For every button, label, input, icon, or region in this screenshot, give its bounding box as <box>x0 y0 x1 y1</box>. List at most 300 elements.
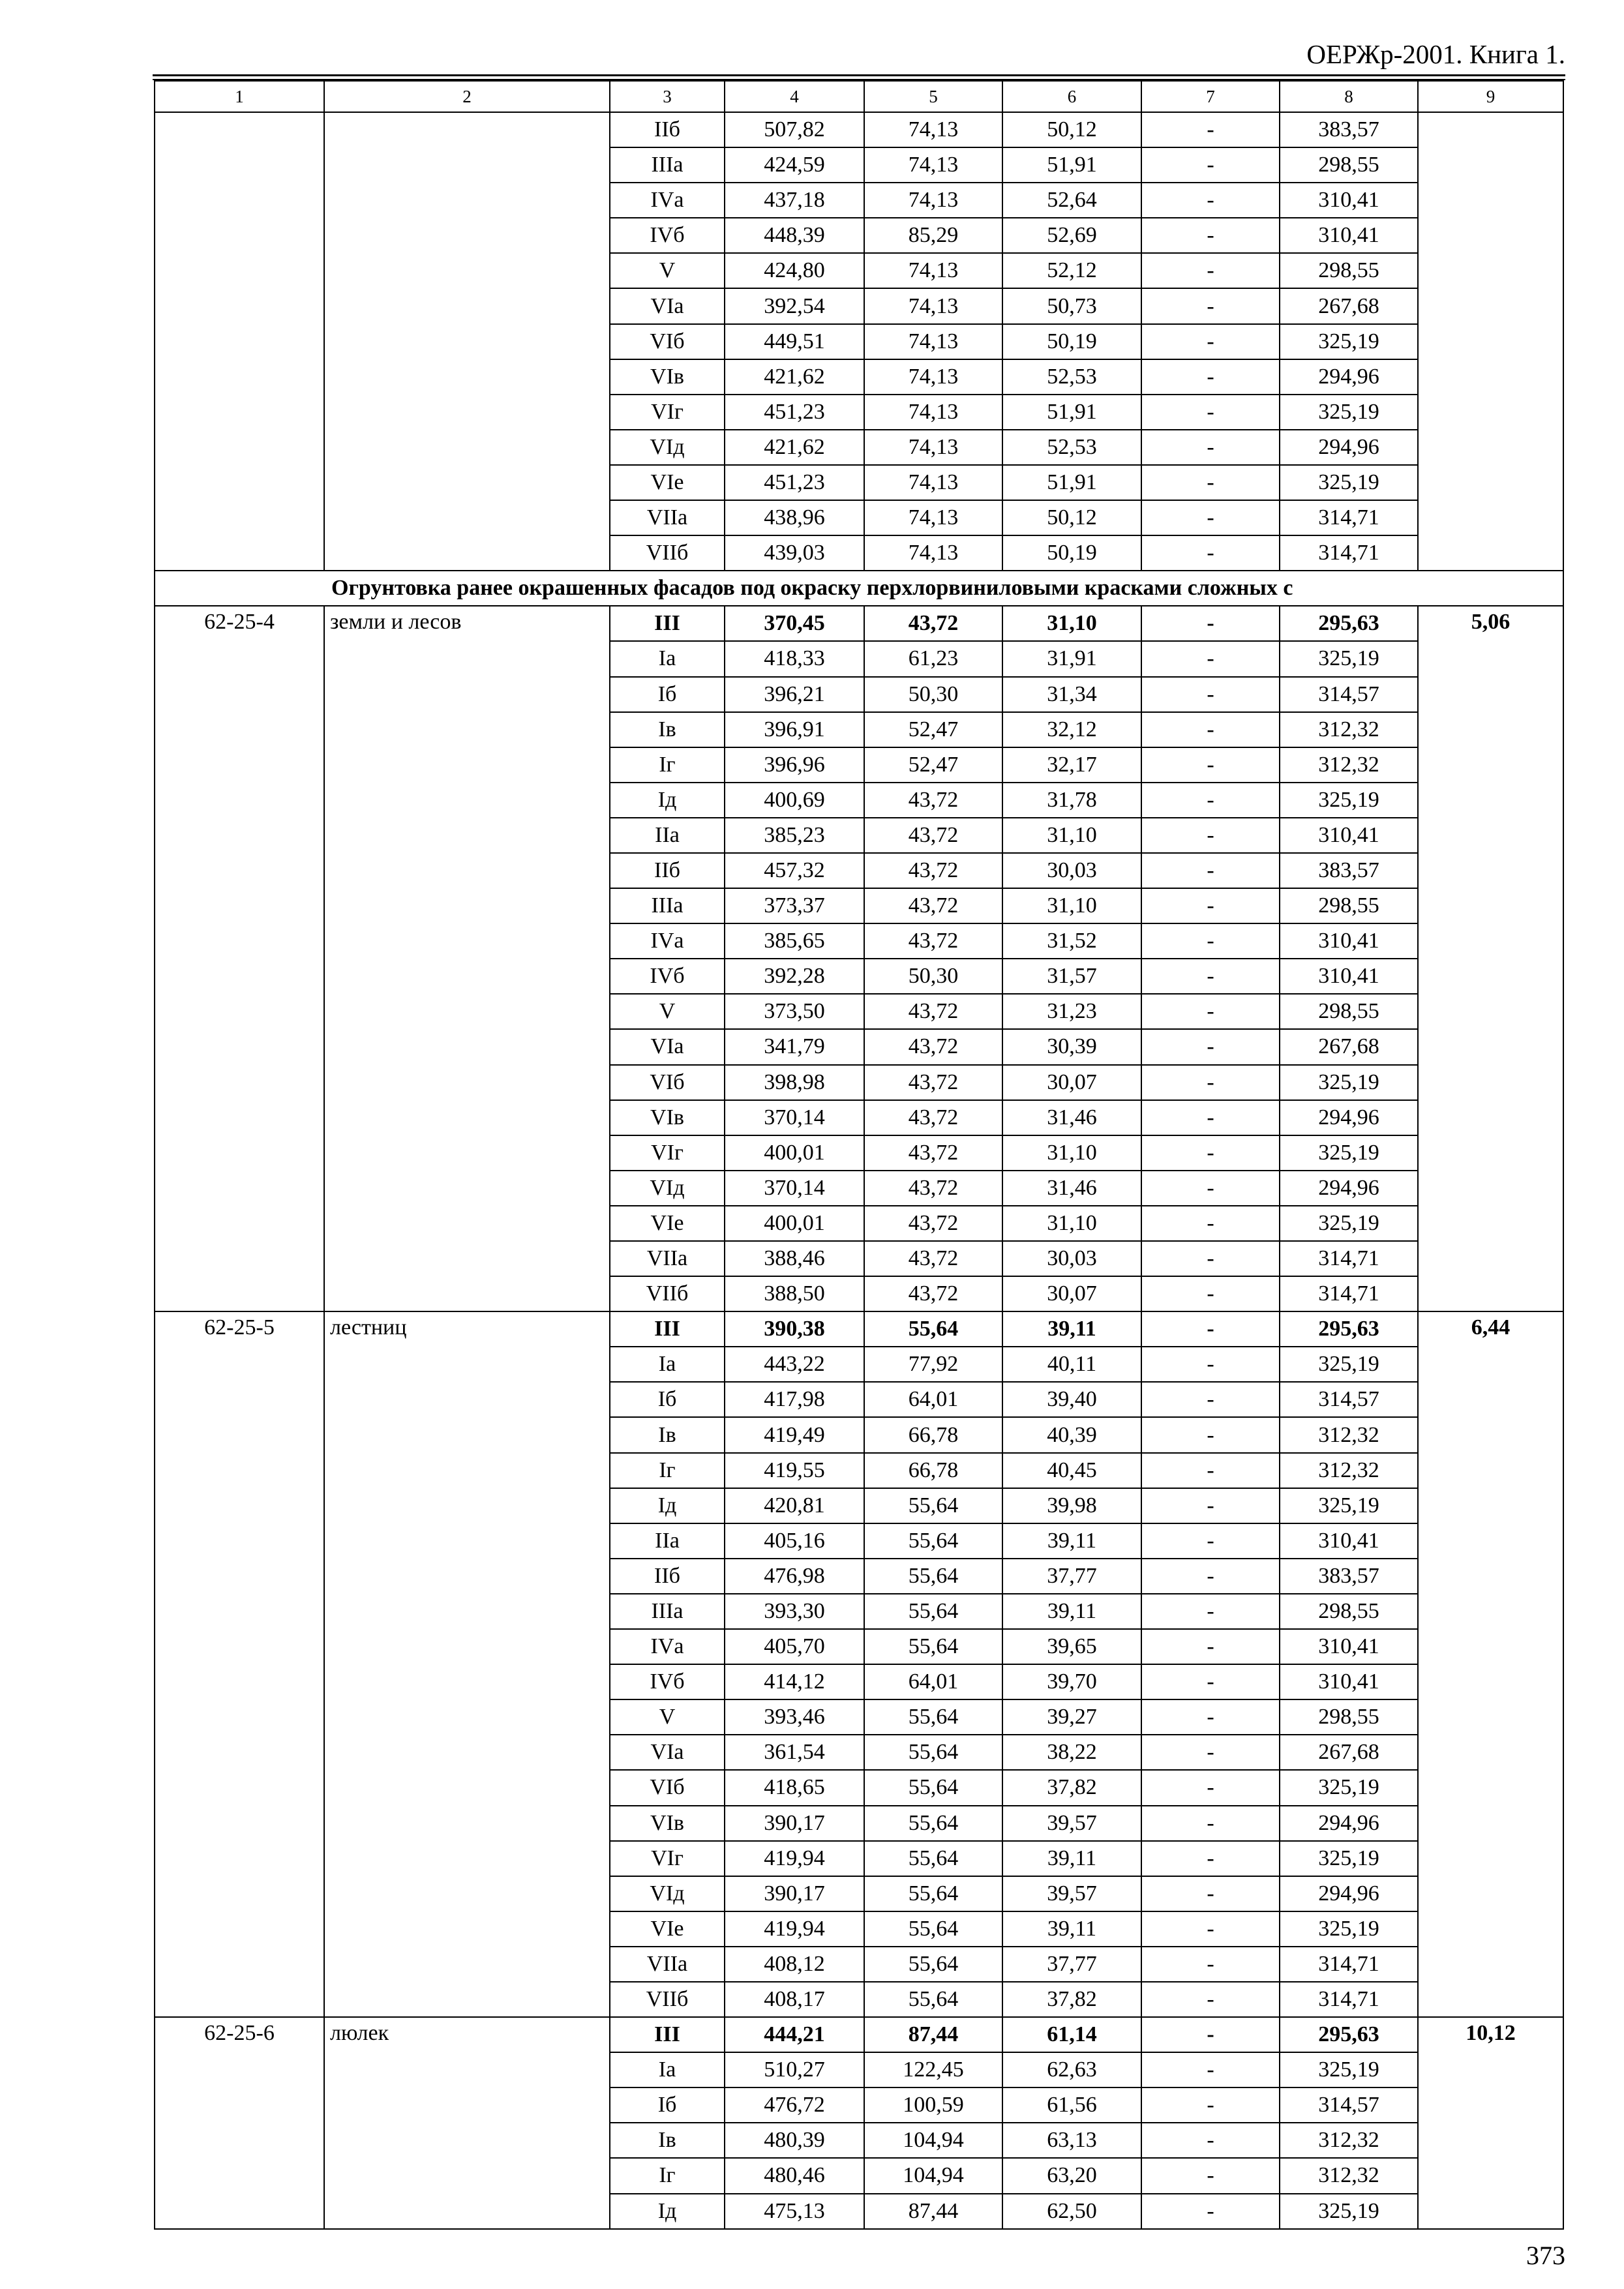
cell-col6: 31,10 <box>1002 1135 1141 1171</box>
cell-col5: 55,64 <box>864 1523 1002 1559</box>
cell-col4: 510,27 <box>725 2052 864 2087</box>
region-code-cell: VIа <box>610 288 725 323</box>
cell-col8: 294,96 <box>1280 359 1418 395</box>
cell-col7: - <box>1141 2087 1280 2123</box>
region-code-cell: VIIб <box>610 1276 725 1311</box>
cell-col8: 298,55 <box>1280 1594 1418 1629</box>
cell-col8: 312,32 <box>1280 1417 1418 1452</box>
cell-col6: 39,11 <box>1002 1594 1141 1629</box>
region-code-cell: VIIб <box>610 1982 725 2017</box>
cell-col7: - <box>1141 147 1280 183</box>
cell-col6: 50,12 <box>1002 500 1141 535</box>
item-code: 62-25-6 <box>155 2017 324 2229</box>
cell-col6: 39,70 <box>1002 1664 1141 1699</box>
cell-col6: 52,69 <box>1002 218 1141 253</box>
cell-col8: 310,41 <box>1280 218 1418 253</box>
cell-col8: 325,19 <box>1280 783 1418 818</box>
cell-col6: 52,53 <box>1002 359 1141 395</box>
cell-col5: 74,13 <box>864 500 1002 535</box>
cell-col4: 392,54 <box>725 288 864 323</box>
cell-col4: 385,65 <box>725 923 864 959</box>
region-code-cell: VIг <box>610 1135 725 1171</box>
cell-col4: 373,50 <box>725 994 864 1029</box>
cell-col5: 55,64 <box>864 1311 1002 1347</box>
cell-col5: 55,64 <box>864 1806 1002 1841</box>
cell-col6: 63,13 <box>1002 2123 1141 2158</box>
cell-col4: 476,98 <box>725 1559 864 1594</box>
item-name: лестниц <box>324 1311 610 2017</box>
cell-col6: 30,07 <box>1002 1065 1141 1100</box>
cell-col8: 325,19 <box>1280 1347 1418 1382</box>
cell-col7: - <box>1141 1100 1280 1135</box>
item-header-row <box>155 1311 1563 1347</box>
cell-col4: 396,96 <box>725 747 864 783</box>
region-code-cell: VIа <box>610 1029 725 1064</box>
cell-col8: 294,96 <box>1280 1806 1418 1841</box>
cell-col4: 418,33 <box>725 641 864 676</box>
cell-col4: 361,54 <box>725 1735 864 1770</box>
cell-col4: 443,22 <box>725 1347 864 1382</box>
region-code-cell: VIе <box>610 1206 725 1241</box>
cell-col8: 310,41 <box>1280 1664 1418 1699</box>
cell-col8: 312,32 <box>1280 1453 1418 1488</box>
cell-col8: 325,19 <box>1280 641 1418 676</box>
name-cell-empty <box>324 112 610 571</box>
cell-col5: 55,64 <box>864 1911 1002 1947</box>
cell-col5: 43,72 <box>864 994 1002 1029</box>
region-code-cell: IVа <box>610 923 725 959</box>
cell-col6: 32,12 <box>1002 712 1141 747</box>
item-col9-value: 10,12 <box>1418 2017 1563 2229</box>
cell-col8: 314,57 <box>1280 677 1418 712</box>
cell-col7: - <box>1141 783 1280 818</box>
cell-col6: 38,22 <box>1002 1735 1141 1770</box>
region-code-cell: IIб <box>610 1559 725 1594</box>
cell-col5: 43,72 <box>864 818 1002 853</box>
cell-col6: 31,91 <box>1002 641 1141 676</box>
cell-col4: 393,30 <box>725 1594 864 1629</box>
column-number: 4 <box>725 81 864 112</box>
cell-col6: 31,34 <box>1002 677 1141 712</box>
region-code-cell: VIб <box>610 1065 725 1100</box>
section-title-row <box>155 571 1563 606</box>
cell-col8: 325,19 <box>1280 1065 1418 1100</box>
cell-col5: 55,64 <box>864 1735 1002 1770</box>
cell-col5: 43,72 <box>864 1065 1002 1100</box>
cell-col6: 39,27 <box>1002 1699 1141 1735</box>
cell-col5: 43,72 <box>864 606 1002 641</box>
cell-col5: 66,78 <box>864 1453 1002 1488</box>
cell-col6: 37,77 <box>1002 1947 1141 1982</box>
region-code-cell: IIа <box>610 1523 725 1559</box>
cell-col7: - <box>1141 1735 1280 1770</box>
cell-col4: 507,82 <box>725 112 864 147</box>
cell-col7: - <box>1141 712 1280 747</box>
cell-col8: 325,19 <box>1280 1911 1418 1947</box>
cell-col5: 66,78 <box>864 1417 1002 1452</box>
region-code-cell: VIв <box>610 359 725 395</box>
cell-col6: 51,91 <box>1002 147 1141 183</box>
cell-col8: 312,32 <box>1280 2123 1418 2158</box>
cell-col6: 37,82 <box>1002 1770 1141 1805</box>
cell-col4: 444,21 <box>725 2017 864 2052</box>
region-code-cell: IVа <box>610 183 725 218</box>
cell-col7: - <box>1141 183 1280 218</box>
cell-col8: 310,41 <box>1280 818 1418 853</box>
item-name: земли и лесов <box>324 606 610 1311</box>
cell-col5: 74,13 <box>864 359 1002 395</box>
cell-col5: 74,13 <box>864 395 1002 430</box>
region-code-cell: Iа <box>610 641 725 676</box>
region-code-cell: IVб <box>610 1664 725 1699</box>
region-code-cell: Iд <box>610 2194 725 2229</box>
cell-col6: 39,65 <box>1002 1629 1141 1664</box>
column-number: 9 <box>1418 81 1563 112</box>
cell-col5: 85,29 <box>864 218 1002 253</box>
cell-col4: 408,12 <box>725 1947 864 1982</box>
cell-col8: 298,55 <box>1280 147 1418 183</box>
cell-col6: 31,52 <box>1002 923 1141 959</box>
cell-col8: 267,68 <box>1280 1029 1418 1064</box>
cell-col7: - <box>1141 1171 1280 1206</box>
region-code-cell: VIIа <box>610 1241 725 1276</box>
running-header: ОЕРЖр-2001. Книга 1. <box>1306 39 1565 69</box>
cell-col5: 74,13 <box>864 183 1002 218</box>
cell-col5: 43,72 <box>864 1100 1002 1135</box>
table-body <box>155 81 1563 2229</box>
cell-col6: 39,11 <box>1002 1311 1141 1347</box>
column-number: 2 <box>324 81 610 112</box>
cell-col7: - <box>1141 1453 1280 1488</box>
cell-col7: - <box>1141 500 1280 535</box>
cell-col5: 55,64 <box>864 1699 1002 1735</box>
region-code-cell: VIб <box>610 1770 725 1805</box>
region-code-cell: IIб <box>610 853 725 888</box>
cell-col8: 314,71 <box>1280 1982 1418 2017</box>
cell-col7: - <box>1141 606 1280 641</box>
code-cell-empty <box>155 112 324 571</box>
cell-col8: 383,57 <box>1280 112 1418 147</box>
region-code-cell: Iв <box>610 2123 725 2158</box>
cell-col4: 448,39 <box>725 218 864 253</box>
cell-col8: 325,19 <box>1280 2194 1418 2229</box>
cell-col5: 55,64 <box>864 1559 1002 1594</box>
cell-col5: 43,72 <box>864 783 1002 818</box>
cell-col4: 420,81 <box>725 1488 864 1523</box>
cell-col6: 31,57 <box>1002 959 1141 994</box>
cell-col8: 267,68 <box>1280 1735 1418 1770</box>
cell-col6: 37,82 <box>1002 1982 1141 2017</box>
cell-col7: - <box>1141 2017 1280 2052</box>
cell-col4: 388,46 <box>725 1241 864 1276</box>
cell-col6: 50,19 <box>1002 324 1141 359</box>
region-code-cell: VIд <box>610 1876 725 1911</box>
cell-col6: 52,64 <box>1002 183 1141 218</box>
cell-col7: - <box>1141 1382 1280 1417</box>
cell-col7: - <box>1141 1594 1280 1629</box>
cell-col8: 294,96 <box>1280 1876 1418 1911</box>
cell-col4: 476,72 <box>725 2087 864 2123</box>
cell-col6: 31,78 <box>1002 783 1141 818</box>
cell-col4: 341,79 <box>725 1029 864 1064</box>
cell-col7: - <box>1141 1029 1280 1064</box>
region-code-cell: V <box>610 994 725 1029</box>
item-header-row <box>155 2017 1563 2052</box>
cell-col4: 405,70 <box>725 1629 864 1664</box>
cell-col7: - <box>1141 1911 1280 1947</box>
region-code-cell: III <box>610 2017 725 2052</box>
cell-col8: 325,19 <box>1280 324 1418 359</box>
cell-col7: - <box>1141 395 1280 430</box>
cell-col4: 417,98 <box>725 1382 864 1417</box>
region-code-cell: VIе <box>610 465 725 500</box>
cell-col7: - <box>1141 465 1280 500</box>
cell-col4: 480,46 <box>725 2158 864 2193</box>
region-code-cell: Iв <box>610 1417 725 1452</box>
cell-col6: 31,10 <box>1002 606 1141 641</box>
region-code-cell: Iа <box>610 2052 725 2087</box>
cell-col4: 451,23 <box>725 395 864 430</box>
cell-col5: 55,64 <box>864 1841 1002 1876</box>
section-title: Огрунтовка ранее окрашенных фасадов под окраску перхлорвиниловыми красками сложных с <box>331 576 1293 601</box>
cell-col4: 392,28 <box>725 959 864 994</box>
cell-col4: 390,38 <box>725 1311 864 1347</box>
cell-col6: 30,07 <box>1002 1276 1141 1311</box>
cell-col5: 55,64 <box>864 1770 1002 1805</box>
cell-col6: 51,91 <box>1002 465 1141 500</box>
region-code-cell: VIб <box>610 324 725 359</box>
cell-col6: 30,03 <box>1002 1241 1141 1276</box>
cell-col5: 74,13 <box>864 535 1002 571</box>
cell-col8: 314,71 <box>1280 500 1418 535</box>
cell-col4: 414,12 <box>725 1664 864 1699</box>
cell-col8: 310,41 <box>1280 923 1418 959</box>
cell-col4: 424,59 <box>725 147 864 183</box>
cell-col7: - <box>1141 1947 1280 1982</box>
cell-col7: - <box>1141 1629 1280 1664</box>
cell-col8: 383,57 <box>1280 853 1418 888</box>
cell-col4: 421,62 <box>725 430 864 465</box>
cell-col6: 39,57 <box>1002 1876 1141 1911</box>
col9-cell-empty <box>1418 112 1563 571</box>
cell-col4: 439,03 <box>725 535 864 571</box>
cell-col6: 61,14 <box>1002 2017 1141 2052</box>
region-code-cell: VIIа <box>610 500 725 535</box>
region-code-cell: VIв <box>610 1100 725 1135</box>
region-code-cell: Iг <box>610 747 725 783</box>
region-code-cell: Iб <box>610 2087 725 2123</box>
cell-col6: 50,19 <box>1002 535 1141 571</box>
cell-col5: 104,94 <box>864 2123 1002 2158</box>
cell-col8: 325,19 <box>1280 1135 1418 1171</box>
cell-col8: 310,41 <box>1280 183 1418 218</box>
table-row <box>155 112 1563 147</box>
cell-col6: 40,45 <box>1002 1453 1141 1488</box>
cell-col6: 50,12 <box>1002 112 1141 147</box>
cell-col4: 424,80 <box>725 253 864 288</box>
cell-col7: - <box>1141 853 1280 888</box>
cell-col4: 451,23 <box>725 465 864 500</box>
cell-col8: 383,57 <box>1280 1559 1418 1594</box>
region-code-cell: Iб <box>610 677 725 712</box>
column-number: 6 <box>1002 81 1141 112</box>
cell-col6: 61,56 <box>1002 2087 1141 2123</box>
cell-col7: - <box>1141 1311 1280 1347</box>
cell-col8: 314,71 <box>1280 1241 1418 1276</box>
cell-col8: 325,19 <box>1280 1488 1418 1523</box>
cell-col6: 39,11 <box>1002 1911 1141 1947</box>
column-number-row <box>155 81 1563 112</box>
cell-col6: 31,23 <box>1002 994 1141 1029</box>
cell-col4: 475,13 <box>725 2194 864 2229</box>
column-number: 3 <box>610 81 725 112</box>
cell-col4: 408,17 <box>725 1982 864 2017</box>
cell-col4: 419,94 <box>725 1841 864 1876</box>
cell-col4: 419,55 <box>725 1453 864 1488</box>
cell-col7: - <box>1141 1135 1280 1171</box>
cell-col5: 64,01 <box>864 1664 1002 1699</box>
cell-col6: 32,17 <box>1002 747 1141 783</box>
cell-col5: 104,94 <box>864 2158 1002 2193</box>
section-title-cell <box>155 571 1563 606</box>
region-code-cell: V <box>610 253 725 288</box>
cell-col7: - <box>1141 288 1280 323</box>
price-table <box>154 80 1564 2230</box>
cell-col5: 43,72 <box>864 888 1002 923</box>
cell-col7: - <box>1141 2158 1280 2193</box>
cell-col6: 52,53 <box>1002 430 1141 465</box>
cell-col7: - <box>1141 324 1280 359</box>
cell-col6: 39,98 <box>1002 1488 1141 1523</box>
cell-col4: 449,51 <box>725 324 864 359</box>
cell-col7: - <box>1141 994 1280 1029</box>
cell-col5: 50,30 <box>864 677 1002 712</box>
cell-col4: 398,98 <box>725 1065 864 1100</box>
cell-col7: - <box>1141 1699 1280 1735</box>
cell-col7: - <box>1141 430 1280 465</box>
item-col9-value: 6,44 <box>1418 1311 1563 2017</box>
column-number: 1 <box>155 81 324 112</box>
cell-col8: 314,71 <box>1280 1276 1418 1311</box>
item-name: люлек <box>324 2017 610 2229</box>
cell-col6: 31,46 <box>1002 1100 1141 1135</box>
cell-col7: - <box>1141 923 1280 959</box>
cell-col5: 74,13 <box>864 324 1002 359</box>
cell-col6: 37,77 <box>1002 1559 1141 1594</box>
cell-col4: 421,62 <box>725 359 864 395</box>
region-code-cell: VIд <box>610 1171 725 1206</box>
region-code-cell: Iб <box>610 1382 725 1417</box>
region-code-cell: VIг <box>610 1841 725 1876</box>
cell-col7: - <box>1141 959 1280 994</box>
cell-col8: 295,63 <box>1280 1311 1418 1347</box>
cell-col5: 43,72 <box>864 1135 1002 1171</box>
cell-col6: 50,73 <box>1002 288 1141 323</box>
header-rule-thick <box>153 74 1565 76</box>
cell-col8: 325,19 <box>1280 395 1418 430</box>
cell-col5: 50,30 <box>864 959 1002 994</box>
cell-col6: 31,46 <box>1002 1171 1141 1206</box>
cell-col5: 43,72 <box>864 1241 1002 1276</box>
region-code-cell: VIа <box>610 1735 725 1770</box>
cell-col5: 55,64 <box>864 1876 1002 1911</box>
cell-col8: 298,55 <box>1280 253 1418 288</box>
cell-col5: 52,47 <box>864 747 1002 783</box>
cell-col7: - <box>1141 1841 1280 1876</box>
cell-col5: 100,59 <box>864 2087 1002 2123</box>
cell-col8: 310,41 <box>1280 1629 1418 1664</box>
cell-col5: 64,01 <box>864 1382 1002 1417</box>
cell-col5: 52,47 <box>864 712 1002 747</box>
cell-col7: - <box>1141 641 1280 676</box>
cell-col5: 43,72 <box>864 1276 1002 1311</box>
region-code-cell: IVб <box>610 959 725 994</box>
cell-col5: 87,44 <box>864 2194 1002 2229</box>
cell-col7: - <box>1141 1770 1280 1805</box>
cell-col8: 325,19 <box>1280 1770 1418 1805</box>
item-code: 62-25-5 <box>155 1311 324 2017</box>
cell-col7: - <box>1141 1876 1280 1911</box>
column-number: 7 <box>1141 81 1280 112</box>
region-code-cell: IIIа <box>610 1594 725 1629</box>
region-code-cell: VIIб <box>610 535 725 571</box>
region-code-cell: Iв <box>610 712 725 747</box>
cell-col7: - <box>1141 1559 1280 1594</box>
region-code-cell: IIа <box>610 818 725 853</box>
cell-col4: 390,17 <box>725 1806 864 1841</box>
cell-col8: 294,96 <box>1280 430 1418 465</box>
cell-col8: 325,19 <box>1280 1206 1418 1241</box>
cell-col7: - <box>1141 1417 1280 1452</box>
cell-col4: 388,50 <box>725 1276 864 1311</box>
cell-col4: 418,65 <box>725 1770 864 1805</box>
cell-col5: 55,64 <box>864 1488 1002 1523</box>
cell-col7: - <box>1141 535 1280 571</box>
cell-col5: 77,92 <box>864 1347 1002 1382</box>
column-number: 5 <box>864 81 1002 112</box>
cell-col6: 39,57 <box>1002 1806 1141 1841</box>
region-code-cell: VIв <box>610 1806 725 1841</box>
cell-col4: 480,39 <box>725 2123 864 2158</box>
cell-col4: 370,14 <box>725 1171 864 1206</box>
cell-col4: 390,17 <box>725 1876 864 1911</box>
cell-col7: - <box>1141 818 1280 853</box>
cell-col6: 62,50 <box>1002 2194 1141 2229</box>
cell-col6: 39,11 <box>1002 1523 1141 1559</box>
cell-col7: - <box>1141 1982 1280 2017</box>
region-code-cell: IVа <box>610 1629 725 1664</box>
cell-col5: 55,64 <box>864 1594 1002 1629</box>
cell-col8: 314,57 <box>1280 2087 1418 2123</box>
cell-col6: 31,10 <box>1002 818 1141 853</box>
cell-col8: 312,32 <box>1280 2158 1418 2193</box>
cell-col5: 43,72 <box>864 1206 1002 1241</box>
cell-col6: 30,39 <box>1002 1029 1141 1064</box>
cell-col8: 314,71 <box>1280 1947 1418 1982</box>
cell-col5: 43,72 <box>864 1171 1002 1206</box>
cell-col5: 74,13 <box>864 430 1002 465</box>
cell-col7: - <box>1141 888 1280 923</box>
region-code-cell: VIе <box>610 1911 725 1947</box>
cell-col7: - <box>1141 2052 1280 2087</box>
cell-col5: 61,23 <box>864 641 1002 676</box>
cell-col6: 63,20 <box>1002 2158 1141 2193</box>
cell-col6: 30,03 <box>1002 853 1141 888</box>
cell-col5: 43,72 <box>864 1029 1002 1064</box>
cell-col8: 310,41 <box>1280 959 1418 994</box>
region-code-cell: V <box>610 1699 725 1735</box>
cell-col8: 267,68 <box>1280 288 1418 323</box>
